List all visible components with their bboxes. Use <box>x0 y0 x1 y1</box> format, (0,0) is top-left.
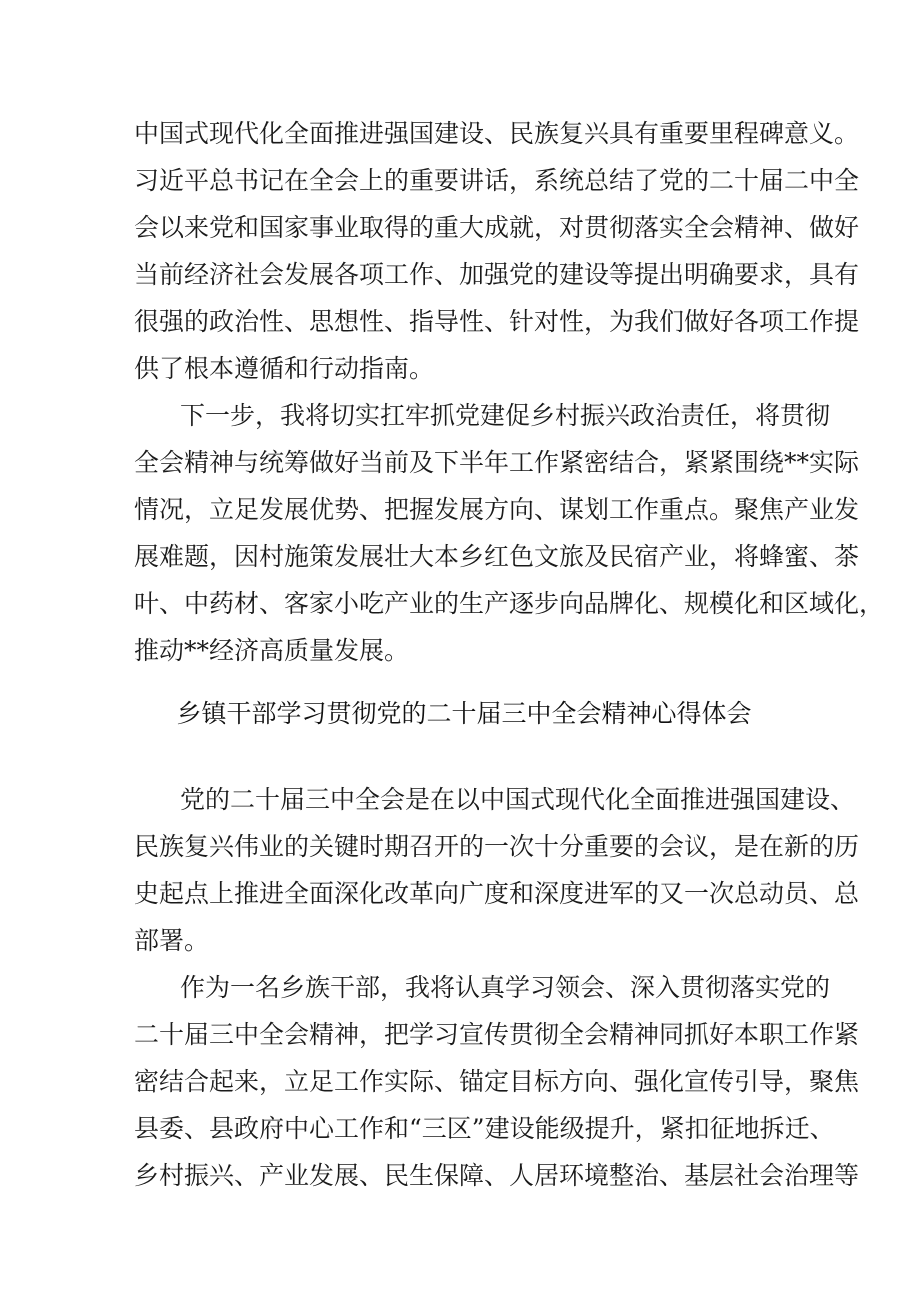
text-line: 二十届三中全会精神，把学习宣传贯彻全会精神同抓好本职工作紧 <box>134 1020 860 1049</box>
text-line: 乡村振兴、产业发展、民生保障、人居环境整治、基层社会治理等 <box>134 1161 860 1190</box>
text-line: 下一步，我将切实扛牢抓党建促乡村振兴政治责任，将贯彻 <box>180 401 831 430</box>
text-line: 民族复兴伟业的关键时期召开的一次十分重要的会议，是在新的历 <box>134 832 860 861</box>
text-line: 供了根本遵循和行动指南。 <box>134 354 435 383</box>
text-line: 史起点上推进全面深化改革向广度和深度进军的又一次总动员、总 <box>134 879 860 908</box>
text-line: 党的二十届三中全会是在以中国式现代化全面推进强国建设、 <box>180 785 856 814</box>
text-line: 中国式现代化全面推进强国建设、民族复兴具有重要里程碑意义。 <box>134 119 860 148</box>
text-line: 密结合起来，立足工作实际、锚定目标方向、强化宣传引导，聚焦 <box>134 1067 860 1096</box>
text-line: 作为一名乡族干部，我将认真学习领会、深入贯彻落实党的 <box>180 973 831 1002</box>
text-line: 很强的政治性、思想性、指导性、针对性，为我们做好各项工作提 <box>134 307 860 336</box>
section-heading: 乡镇干部学习贯彻党的二十届三中全会精神心得体会 <box>176 699 752 728</box>
text-line: 部署。 <box>134 926 210 955</box>
text-line: 全会精神与统筹做好当前及下半年工作紧密结合，紧紧围绕**实际 <box>134 448 860 477</box>
text-line: 推动**经济高质量发展。 <box>134 636 410 665</box>
text-line: 当前经济社会发展各项工作、加强党的建设等提出明确要求，具有 <box>134 260 860 289</box>
text-line: 县委、县政府中心工作和“三区”建设能级提升，紧扣征地拆迁、 <box>134 1114 835 1143</box>
text-line: 会以来党和国家事业取得的重大成就，对贯彻落实全会精神、做好 <box>134 213 860 242</box>
text-line: 展难题，因村施策发展壮大本乡红色文旅及民宿产业，将蜂蜜、茶 <box>134 542 860 571</box>
text-line: 情况，立足发展优势、把握发展方向、谋划工作重点。聚焦产业发 <box>134 495 860 524</box>
text-line: 习近平总书记在全会上的重要讲话，系统总结了党的二十届二中全 <box>134 166 860 195</box>
text-line: 叶、中药材、客家小吃产业的生产逐步向品牌化、规模化和区域化， <box>134 589 885 618</box>
